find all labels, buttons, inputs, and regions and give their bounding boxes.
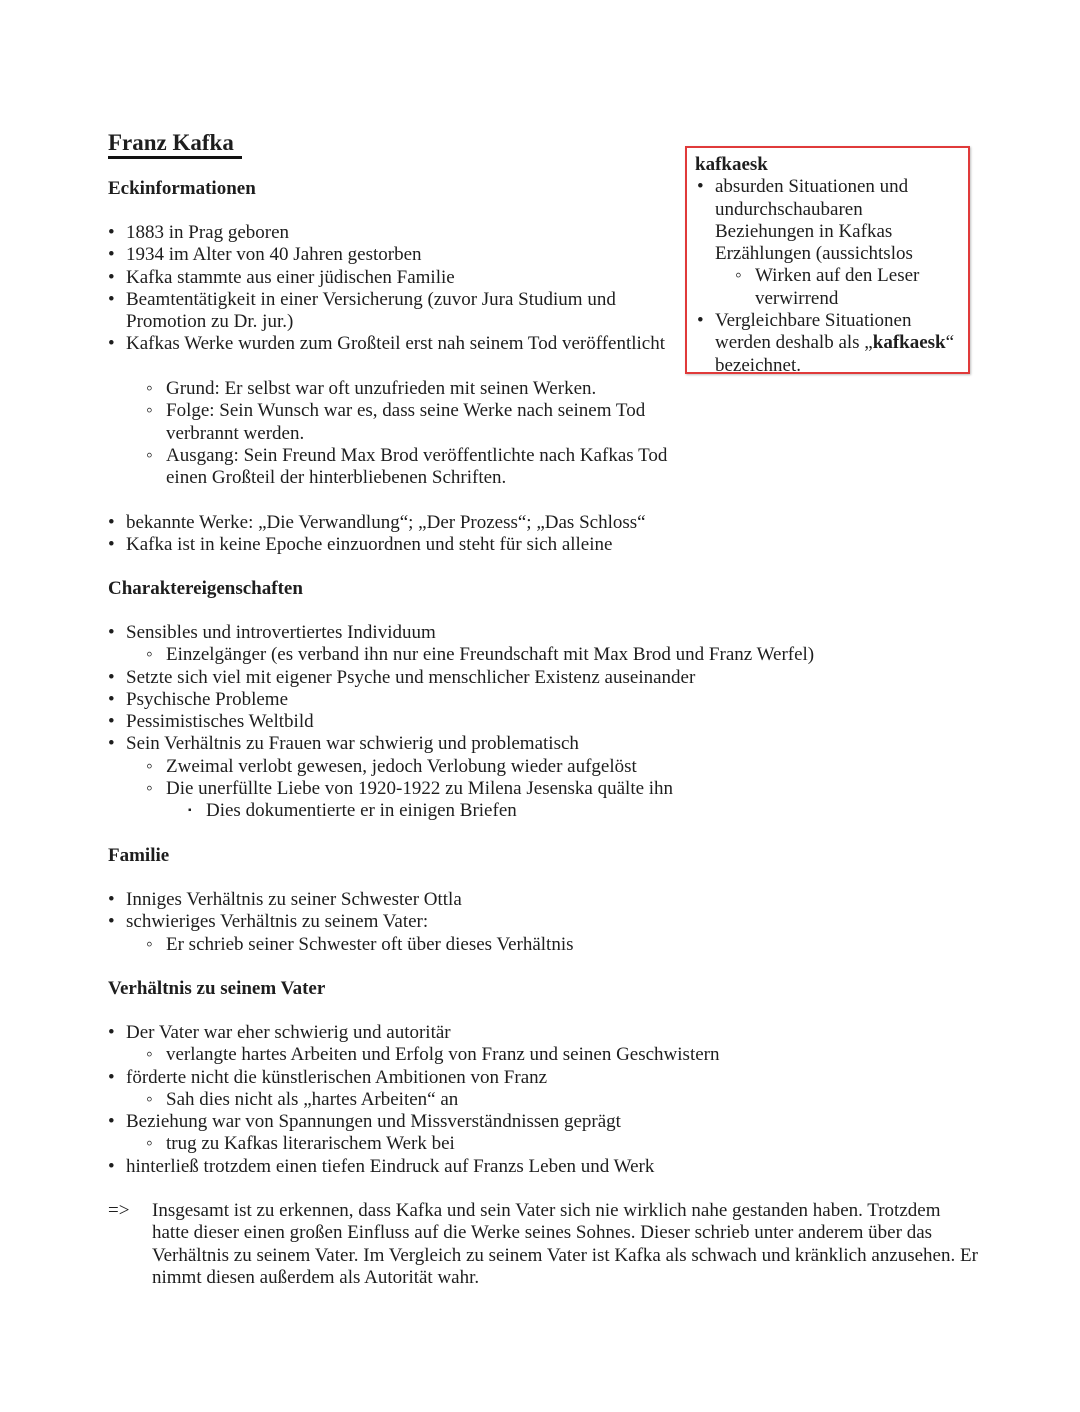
document-title: Franz Kafka xyxy=(108,130,234,155)
list-item: • förderte nicht die künstlerischen Ambitionen von Franz xyxy=(108,1067,978,1089)
conclusion xyxy=(108,1200,978,1289)
list-item: ◦ Die unerfüllte Liebe von 1920-1922 zu Milena Jesenska quälte ihn xyxy=(108,778,978,800)
list-item: • Beziehung war von Spannungen und Missverständnissen geprägt xyxy=(108,1111,978,1133)
heading-charaktereigenschaften: Charaktereigenschaften xyxy=(108,578,303,599)
list-item: • 1934 im Alter von 40 Jahren gestorben xyxy=(108,244,678,266)
list-item: • 1883 in Prag geboren xyxy=(108,222,678,244)
heading-familie: Familie xyxy=(108,845,170,866)
list-item: • Sein Verhältnis zu Frauen war schwierig und problematisch xyxy=(108,733,978,755)
list-item: • Kafkas Werke wurden zum Großteil erst nah seinem Tod veröffentlicht xyxy=(108,333,678,355)
list-item: • Kafka ist in keine Epoche einzuordnen und steht für sich alleine xyxy=(108,534,978,556)
kafkaesk-box xyxy=(685,146,970,374)
list-item: • Inniges Verhältnis zu seiner Schwester Ottla xyxy=(108,889,978,911)
list-item: ◦ Einzelgänger (es verband ihn nur eine Freundschaft mit Max Brod und Franz Werfel) xyxy=(108,644,978,666)
list-item: ◦ Er schrieb seiner Schwester oft über dieses Verhältnis xyxy=(108,934,978,956)
heading-vater: Verhältnis zu seinem Vater xyxy=(108,978,326,999)
list-item: • Kafka stammte aus einer jüdischen Familie xyxy=(108,267,678,289)
list-item: • Der Vater war eher schwierig und autoritär xyxy=(108,1022,978,1044)
section-familie xyxy=(108,845,978,956)
list-item: • hinterließ trotzdem einen tiefen Eindruck auf Franzs Leben und Werk xyxy=(108,1156,978,1178)
box-item-bold: kafkaesk xyxy=(872,332,946,354)
list-item: ◦ Folge: Sein Wunsch war es, dass seine Werke nach seinem Tod verbrannt werden. xyxy=(108,400,668,445)
section-eckinformationen xyxy=(108,178,678,356)
eck-sublist xyxy=(108,378,668,489)
section-vater xyxy=(108,978,978,1178)
list-item: • Sensibles und introvertiertes Individuum xyxy=(108,622,978,644)
box-title: kafkaesk xyxy=(695,154,768,175)
list-item xyxy=(695,310,962,377)
list-item: ◦ verlangte hartes Arbeiten und Erfolg von Franz und seinen Geschwistern xyxy=(108,1044,978,1066)
eck-list-2 xyxy=(108,512,978,557)
list-item: ◦ Grund: Er selbst war oft unzufrieden mit seinen Werken. xyxy=(108,378,668,400)
box-item-text: “ bezeichnet. xyxy=(715,332,955,376)
list-item: • Psychische Probleme xyxy=(108,689,978,711)
list-item: ◦ Ausgang: Sein Freund Max Brod veröffentlichte nach Kafkas Tod einen Großteil der hinterbliebenen Schriften. xyxy=(108,445,668,490)
title-underline xyxy=(108,156,242,159)
eck-list xyxy=(108,222,678,356)
list-item: ◦ Wirken auf den Leser verwirrend xyxy=(695,265,962,310)
list-item: ◦ trug zu Kafkas literarischem Werk bei xyxy=(108,1133,978,1155)
section-charaktereigenschaften xyxy=(108,578,978,823)
conclusion-text: Insgesamt ist zu erkennen, dass Kafka und sein Vater sich nie wirklich nahe gestanden haben. Trotzdem hatte dieser einen großen Einfluss auf die Werke seines Sohnes. Dieser schrieb unter anderem über das Verhältnis zu seinem Vater. Im Vergleich zu seinem Vater ist Kafka als schwach und kränklich anzusehen. Er nimmt diesen außerdem als Autorität wahr. xyxy=(152,1200,978,1288)
box-item-text: Vergleichbare Situationen werden deshalb als „ xyxy=(715,310,912,354)
list-item: • Pessimistisches Weltbild xyxy=(108,711,978,733)
list-item: • absurden Situationen und undurchschaubaren Beziehungen in Kafkas Erzählungen (aussichtslos xyxy=(695,176,962,265)
heading-eckinformationen: Eckinformationen xyxy=(108,178,256,199)
list-item: ▪ Dies dokumentierte er in einigen Briefen xyxy=(108,800,978,822)
list-item: ◦ Sah dies nicht als „hartes Arbeiten“ an xyxy=(108,1089,978,1111)
list-item: • bekannte Werke: „Die Verwandlung“; „Der Prozess“; „Das Schloss“ xyxy=(108,512,978,534)
list-item: ◦ Zweimal verlobt gewesen, jedoch Verlobung wieder aufgelöst xyxy=(108,756,978,778)
list-item: • Setzte sich viel mit eigener Psyche und menschlicher Existenz auseinander xyxy=(108,667,978,689)
list-item: • schwieriges Verhältnis zu seinem Vater: xyxy=(108,911,978,933)
conclusion-arrow: => xyxy=(108,1200,130,1221)
list-item: • Beamtentätigkeit in einer Versicherung (zuvor Jura Studium und Promotion zu Dr. jur.) xyxy=(108,289,678,334)
